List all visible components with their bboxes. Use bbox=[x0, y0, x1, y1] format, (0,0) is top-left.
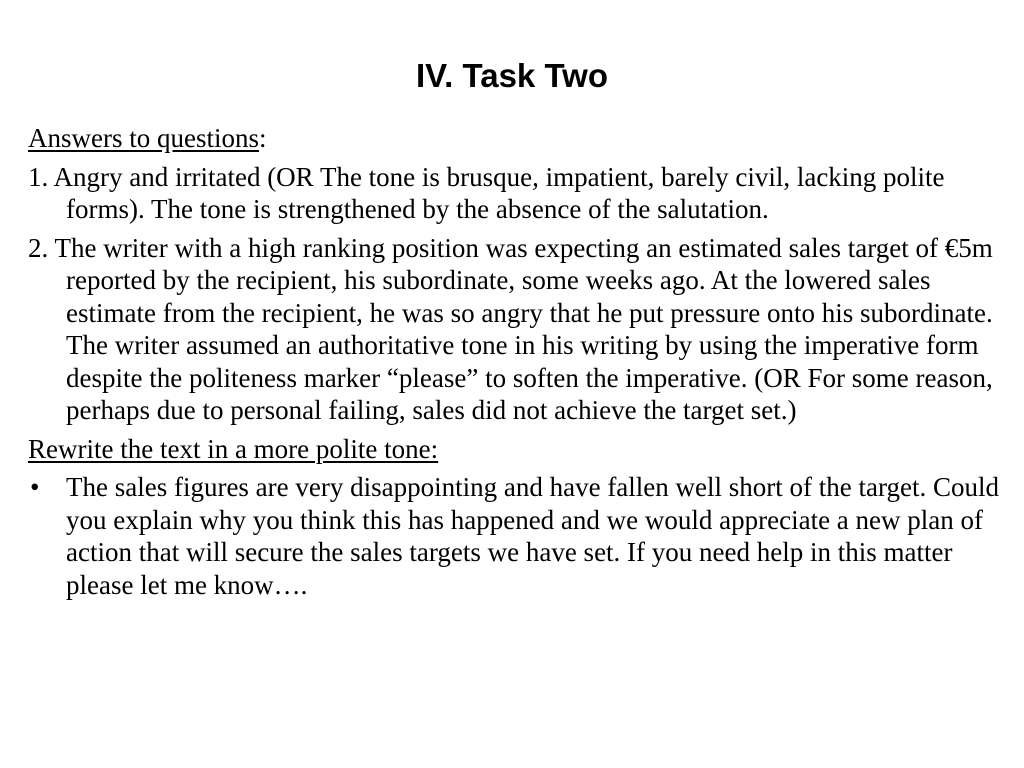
rewrite-text: The sales figures are very disappointing and have fallen well short of the target. Could you explain why you think this has happened and we would appreciate a new plan of action that will secure the sales targets we have set. If you need help in this matter please let me know…. bbox=[66, 472, 999, 600]
answers-heading-colon: : bbox=[259, 123, 267, 153]
rewrite-heading: Rewrite the text in a more polite tone: bbox=[28, 433, 439, 464]
slide-body bbox=[28, 122, 1003, 607]
answer-2: 2. The writer with a high ranking position was expecting an estimated sales target of €5m reported by the recipient, his subordinate, some weeks ago. At the lowered sales estimate from the recipient, he was so angry that he put pressure onto his subordinate. The writer assumed an authoritative tone in his writing by using the imperative form despite the politeness marker “please” to soften the imperative. (OR For some reason, perhaps due to personal failing, sales did not achieve the target set.) bbox=[28, 232, 993, 425]
rewrite-bullet-item bbox=[28, 471, 1003, 601]
answers-heading-line bbox=[28, 122, 1003, 155]
bullet-icon: • bbox=[30, 472, 40, 502]
rewrite-heading-line bbox=[28, 433, 1003, 466]
answers-heading: Answers to questions bbox=[28, 123, 259, 153]
answer-1: 1. Angry and irritated (OR The tone is brusque, impatient, barely civil, lacking polite forms). The tone is strengthened by the absence of the salutation. bbox=[28, 161, 945, 224]
slide-title: IV. Task Two bbox=[416, 57, 608, 94]
